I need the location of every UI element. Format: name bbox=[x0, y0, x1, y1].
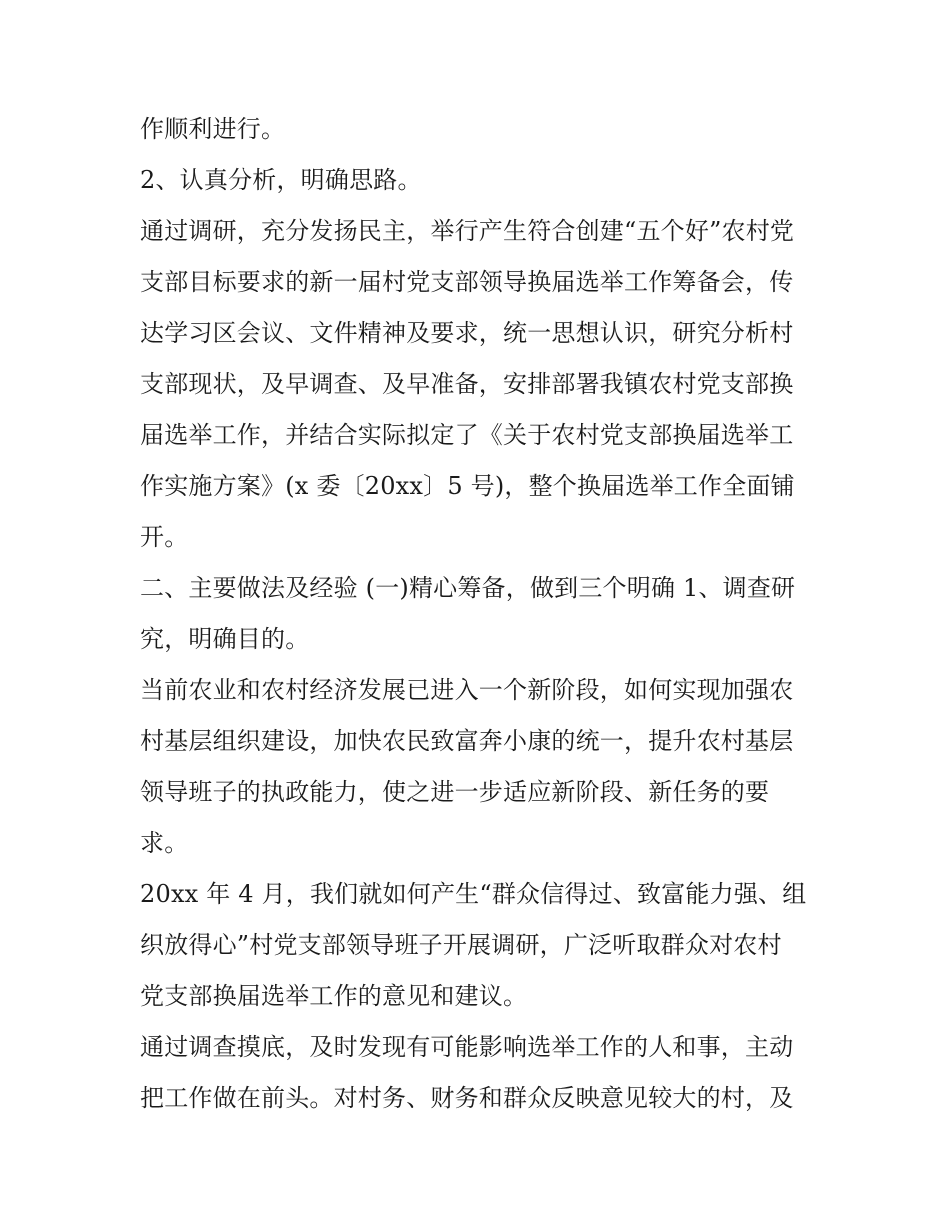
text-line: 作实施方案》(x 委〔20xx〕5 号)，整个换届选举工作全面铺 bbox=[140, 472, 795, 500]
text-line: 通过调研，充分发扬民主，举行产生符合创建“五个好”农村党 bbox=[140, 217, 795, 245]
text-line: 领导班子的执政能力，使之进一步适应新阶段、新任务的要 bbox=[140, 778, 770, 806]
text-line: 作顺利进行。 bbox=[140, 115, 286, 143]
text-line: 2、认真分析，明确思路。 bbox=[140, 166, 422, 194]
text-line: 支部现状，及早调查、及早准备，安排部署我镇农村党支部换 bbox=[140, 370, 794, 398]
text-line: 村基层组织建设，加快农民致富奔小康的统一，提升农村基层 bbox=[140, 727, 794, 755]
text-line: 达学习区会议、文件精神及要求，统一思想认识，研究分析村 bbox=[140, 319, 794, 347]
text-line: 党支部换届选举工作的意见和建议。 bbox=[140, 982, 528, 1010]
text-line: 求。 bbox=[140, 829, 189, 857]
document-body bbox=[140, 104, 830, 1124]
text-line: 织放得心”村党支部领导班子开展调研，广泛听取群众对农村 bbox=[140, 931, 782, 959]
text-line: 把工作做在前头。对村务、财务和群众反映意见较大的村，及 bbox=[140, 1084, 794, 1112]
text-line: 支部目标要求的新一届村党支部领导换届选举工作筹备会，传 bbox=[140, 268, 794, 296]
text-line: 通过调查摸底，及时发现有可能影响选举工作的人和事，主动 bbox=[140, 1033, 794, 1061]
text-line: 开。 bbox=[140, 523, 189, 551]
text-line: 届选举工作，并结合实际拟定了《关于农村党支部换届选举工 bbox=[140, 421, 794, 449]
text-line: 究，明确目的。 bbox=[140, 625, 310, 653]
text-line: 20xx 年 4 月，我们就如何产生“群众信得过、致富能力强、组 bbox=[140, 880, 807, 908]
text-line: 当前农业和农村经济发展已进入一个新阶段，如何实现加强农 bbox=[140, 676, 794, 704]
text-line: 二、主要做法及经验 (一)精心筹备，做到三个明确 1、调查研 bbox=[140, 574, 796, 602]
